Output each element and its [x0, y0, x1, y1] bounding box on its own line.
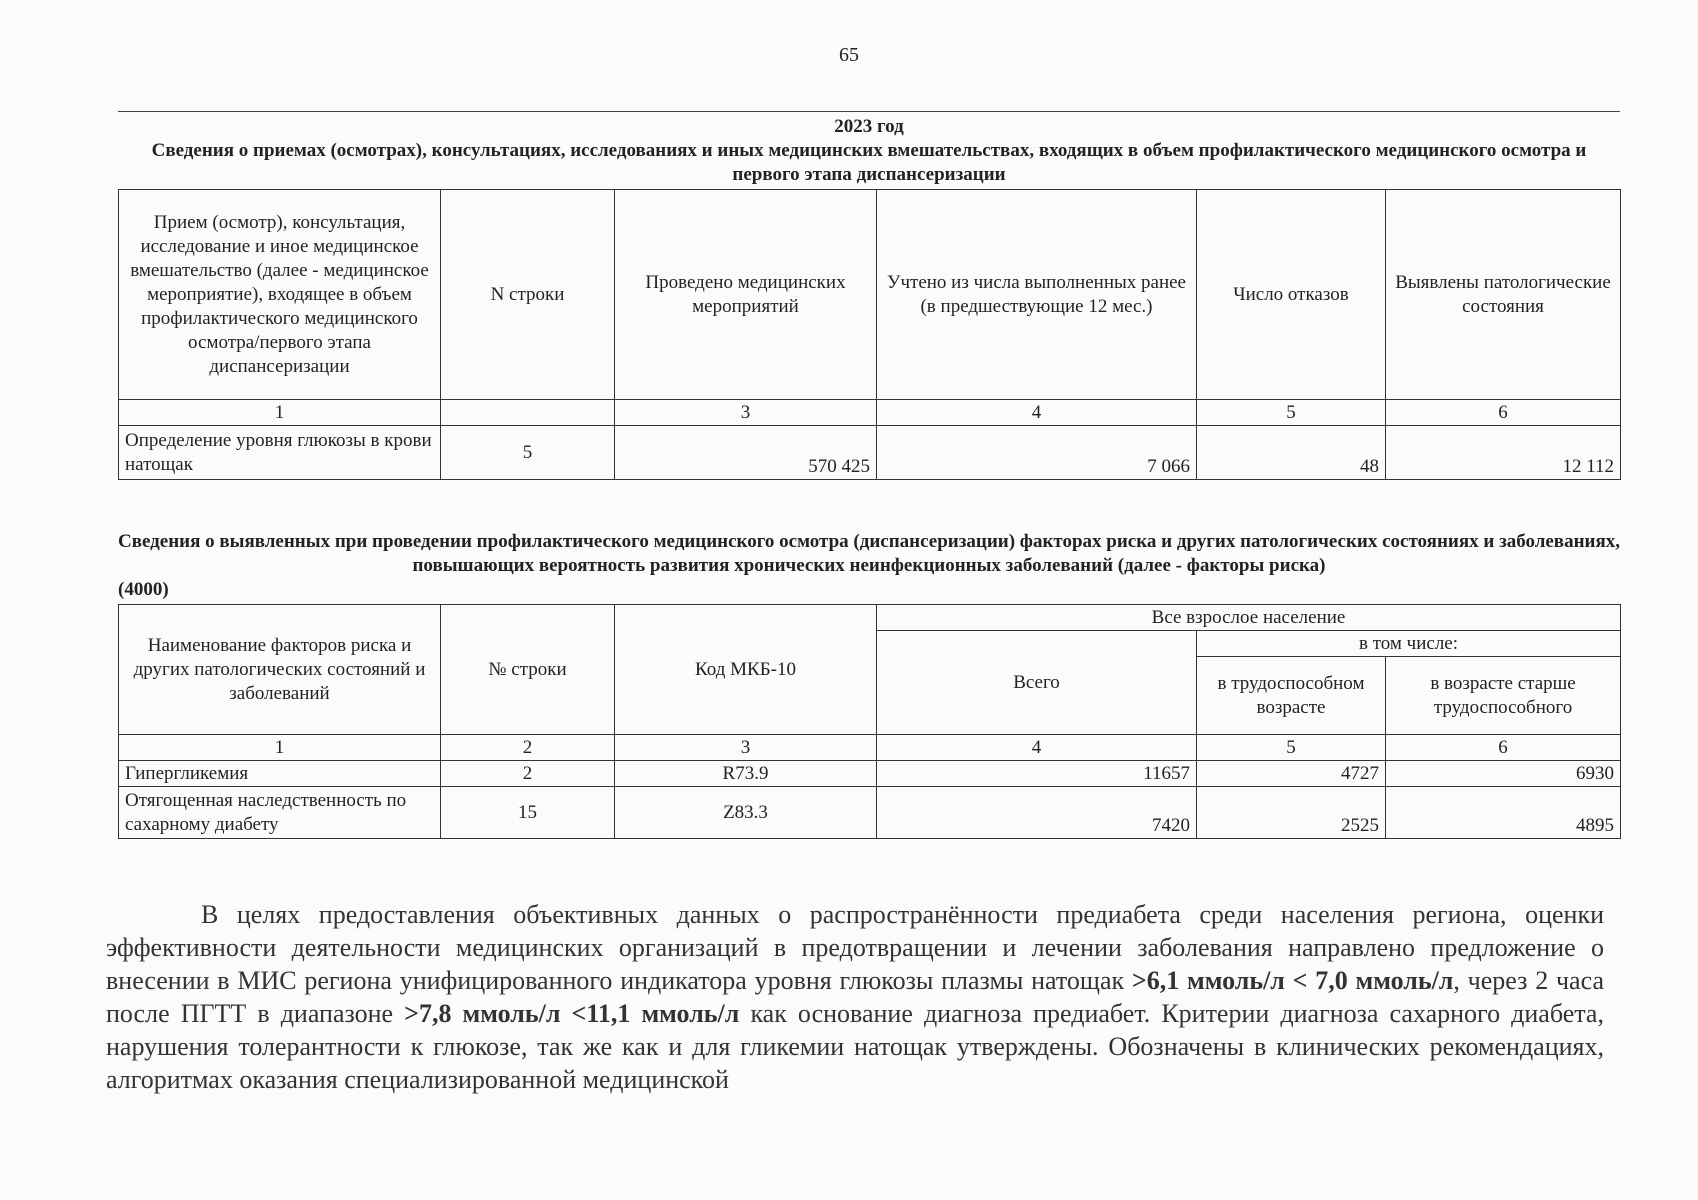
header-cell: в том числе: — [1197, 631, 1621, 657]
row-line-number: 5 — [441, 426, 615, 480]
header-cell: Выявлены патологические состояния — [1386, 190, 1621, 400]
row-performed: 570 425 — [615, 426, 877, 480]
header-cell: Проведено медицинских мероприятий — [615, 190, 877, 400]
paragraph-text: В целях предоставления объективных данных о распространённости предиабета среди населения региона, оценки эффективности деятельности медицинских организаций в предотвращении и лечении заболевания направлено предложение о внесении в МИС региона унифицированного индикатора уровня глюкозы плазмы натощак — [106, 900, 1604, 995]
paragraph-text: , через 2 часа после ПГТТ в диапазоне — [106, 966, 1604, 1028]
column-number: 5 — [1197, 735, 1386, 761]
row-line-number: 2 — [441, 761, 615, 787]
column-number: 5 — [1197, 400, 1386, 426]
header-cell: Код МКБ-10 — [615, 605, 877, 735]
row-refusals: 48 — [1197, 426, 1386, 480]
row-line-number: 15 — [441, 787, 615, 839]
table-row — [119, 426, 1621, 480]
table-risk-factors — [118, 604, 1621, 839]
header-cell: Учтено из числа выполненных ранее (в предшествующие 12 мес.) — [877, 190, 1197, 400]
paragraph-text: как основание диагноза предиабет. Критерии диагноза сахарного диабета, нарушения толерантности к глюкозе, так же как и для гликемии натощак утверждены. Обозначены в клинических рекомендациях, алгоритмах оказания специализированной медицинской — [106, 999, 1604, 1094]
row-name: Гипергликемия — [119, 761, 441, 787]
header-cell: N строки — [441, 190, 615, 400]
row-icd-code: Z83.3 — [615, 787, 877, 839]
column-number: 1 — [119, 400, 441, 426]
column-number: 3 — [615, 400, 877, 426]
header-cell: Число отказов — [1197, 190, 1386, 400]
row-name: Определение уровня глюкозы в крови натощак — [119, 426, 441, 480]
header-cell: в возрасте старше трудоспособного — [1386, 657, 1621, 735]
header-cell: Наименование факторов риска и других патологических состояний и заболеваний — [119, 605, 441, 735]
column-number: 4 — [877, 735, 1197, 761]
header-cell: Всего — [877, 631, 1197, 735]
row-older: 4895 — [1386, 787, 1621, 839]
row-working-age: 2525 — [1197, 787, 1386, 839]
table-row — [119, 761, 1621, 787]
paragraph-ogtt-range: >7,8 ммоль/л <11,1 ммоль/л — [404, 999, 740, 1028]
section1-year: 2023 год — [834, 116, 904, 137]
header-cell: № строки — [441, 605, 615, 735]
column-number: 2 — [441, 735, 615, 761]
section2-code: (4000) — [118, 579, 169, 600]
row-name: Отягощенная наследственность по сахарному диабету — [119, 787, 441, 839]
header-cell: Все взрослое население — [877, 605, 1621, 631]
column-number: 3 — [615, 735, 877, 761]
table-row — [119, 787, 1621, 839]
row-icd-code: R73.9 — [615, 761, 877, 787]
column-number: 4 — [877, 400, 1197, 426]
column-number: 6 — [1386, 735, 1621, 761]
row-working-age: 4727 — [1197, 761, 1386, 787]
row-older: 6930 — [1386, 761, 1621, 787]
section2-title: Сведения о выявленных при проведении профилактического медицинского осмотра (диспансеризации) факторах риска и других патологических состояниях и заболеваниях, повышающих вероятность развития хронических неинфекционных заболеваний (далее - факторы риска) — [118, 531, 1620, 576]
page-number: 65 — [839, 44, 859, 66]
header-rule — [118, 111, 1620, 112]
column-number — [441, 400, 615, 426]
header-cell: Прием (осмотр), консультация, исследование и иное медицинское вмешательство (далее - медицинское мероприятие), входящее в объем профилактического медицинского осмотра/первого этапа диспансеризации — [119, 190, 441, 400]
section1-title: Сведения о приемах (осмотрах), консультациях, исследованиях и иных медицинских вмешательствах, входящих в объем профилактического медицинского осмотра и первого этапа диспансеризации — [151, 140, 1587, 185]
row-pathologies: 12 112 — [1386, 426, 1621, 480]
column-number: 6 — [1386, 400, 1621, 426]
column-number: 1 — [119, 735, 441, 761]
row-accounted: 7 066 — [877, 426, 1197, 480]
table-examinations — [118, 189, 1621, 480]
body-paragraph — [106, 898, 1604, 1096]
row-total: 11657 — [877, 761, 1197, 787]
row-total: 7420 — [877, 787, 1197, 839]
header-cell: в трудоспособном возрасте — [1197, 657, 1386, 735]
paragraph-fasting-range: >6,1 ммоль/л < 7,0 ммоль/л — [1131, 966, 1454, 995]
